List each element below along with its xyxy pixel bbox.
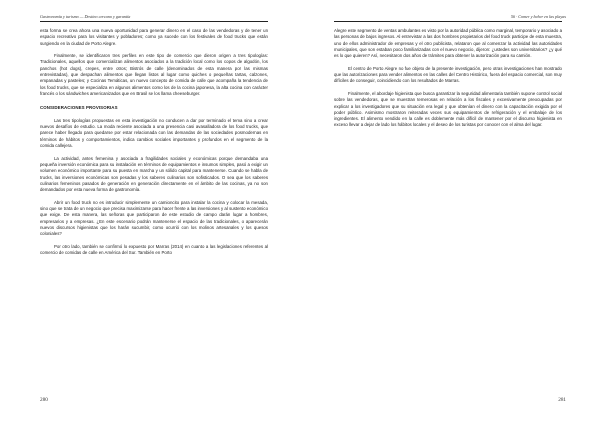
header-rule-left — [40, 21, 268, 22]
section-heading: CONSIDERACIONES PROVISORIAS — [40, 105, 118, 111]
left-text-column — [40, 28, 268, 263]
running-head-left: Gastronomía y turismo — Destino cercano y garantía — [40, 14, 131, 19]
paragraph: La actividad, antes femenina y asociada a fragilidades sociales y económicas porque demandaba una pequeña inversión económica para su instalación en términos de equipamientos e insumos simples, pasó a exigir un volumen económico importante para su puesta en marcha y un sólido capital para mantenerse. Cuando se habla de trucks, las inversiones económicas son pesadas y los saberes culinarios son sofisticados. O sea que los saberes culinarios femeninos pasados de generación en generación directamente en el ámbito de las cocinas, ya no son demandados por esta nueva forma de gastronomía. — [40, 155, 268, 193]
right-page — [300, 0, 600, 424]
paragraph: Finalmente, se identificaron tres perfiles en este tipo de comercio que dieron origen a tres tipologías: Tradicionales, aquellos que comercializan alimentos asociados a la tradición local como los copos de algodón, los panchos (hot dogs), crepes, entre otros; Bistrós de calle (denominados de esta manera por las mismas entrevistadas), que despachan alimentos que llegan listos al lugar como quiches o pequeñas tartas, calzones, empanadas y pasteles; y Cocinas Temáticas, un nuevo concepto de comida de calle que acompaña la tendencia de los food trucks, que se especializa en algunos alimentos como los de la cocina japonesa, la alta cocina con carácter francés o los sándwiches americanizados que en Brasil se los llama cheeseburger. — [40, 53, 268, 96]
page-number-left: 280 — [40, 397, 48, 403]
paragraph: Alegre este segmento de ventas ambulantes es visto por la autoridad pública como marginal, temporario y asociado a las personas de bajos ingresos. Al entrevistar a las dos hombres propietarios del food truck participe de esta muestra, uno de ellos administrador de empresas y el otro publicista, relataron que al comenzar la actividad las autoridades municipales, que son estaban poco familiarizadas con el nuevo negocio, dijeron: ¿ustedes son universitarios? ¿y qué es lo que quieren? Así, necesitaron dos años de trámites para obtener la autorización para su camión. — [334, 28, 562, 59]
header-rule-right — [334, 21, 562, 22]
right-text-column — [334, 28, 562, 135]
paragraph: Abrir un food truck no es introducir simplemente un camioncito para instalar la cocina y colocar la mesada, sino que se trata de un negocio que precisa maximizarse para hacer frente a las inversiones y al sustento económico que exige. De esta manera, las señoras que participaron de este estudio de campo darán lugar a hombres, empresarios y a empresas. ¿En este escenario podrán mantenerse el espacio de las tradicionales, o aparecerán nuevos discursos higienistas que los harán sucumbir, como ocurrió con los molinos artesanales y los quesos coloniales? — [40, 199, 268, 237]
paragraph: Por otro lado, también se confirmó lo expuesto por Marras (2014) en cuanto a las legislaciones referentes al comercio de comidas de calle en América del Sur. También en Porto — [40, 243, 268, 256]
paragraph: El centro de Porto Alegre no fue objeto de la presente investigación, pero otras investigaciones han mostrado que las autorizaciones para vender alimentos en las calles del Centro Histórico, fuera del espacio comercial, son muy difíciles de conseguir, coincidiendo con los resultados de Marras. — [334, 65, 562, 84]
paragraph: Finalmente, el abordaje higienista que busca garantizar la seguridad alimentaria también supone control social sobre las vendedoras, que se muestran temerosas en relación a los fiscales y excesivamente preocupadas por explicar a los investigadores que su situación era legal y que obtenían el dinero con la capacitación exigida por el poder público. Asimismo mostraron reiteradas veces sus equipamientos de refrigeración y el embalaje de los ingredientes. El alimento vendido en la calle es doblemente más difícil de mantener por el discurso higienista en exceso llevar a dejar de lado los hábitos locales y el deseo de los turistas por conocer con el alma del lugar. — [334, 90, 562, 128]
paragraph: Las tres tipologías propuestas en esta investigación no conducen a dar por terminado el tema sino a crear nuevos desafíos de estudio. La moda reciente asociada a una presencia casi avasalladora de los food trucks, que parece haber llegado para quedarse por estar relacionada con las demandas de las sociedades posmodernas en términos de hábitos y comportamientos, indica cambios sociales importantes y profundos en el segmento de la comida callejera. — [40, 117, 268, 149]
paragraph: esta forma se crea ahora una nueva oportunidad para generar dinero en el caso de las vendedoras y de tener un espacio recreativo para los visitantes y pobladores; como ya sucede con los festivales de food trucks que están surgiendo en la ciudad de Porto Alegre. — [40, 28, 268, 46]
page-number-right: 281 — [558, 397, 566, 403]
running-head-right: 56 · Comer y beber en las playas — [510, 14, 566, 19]
